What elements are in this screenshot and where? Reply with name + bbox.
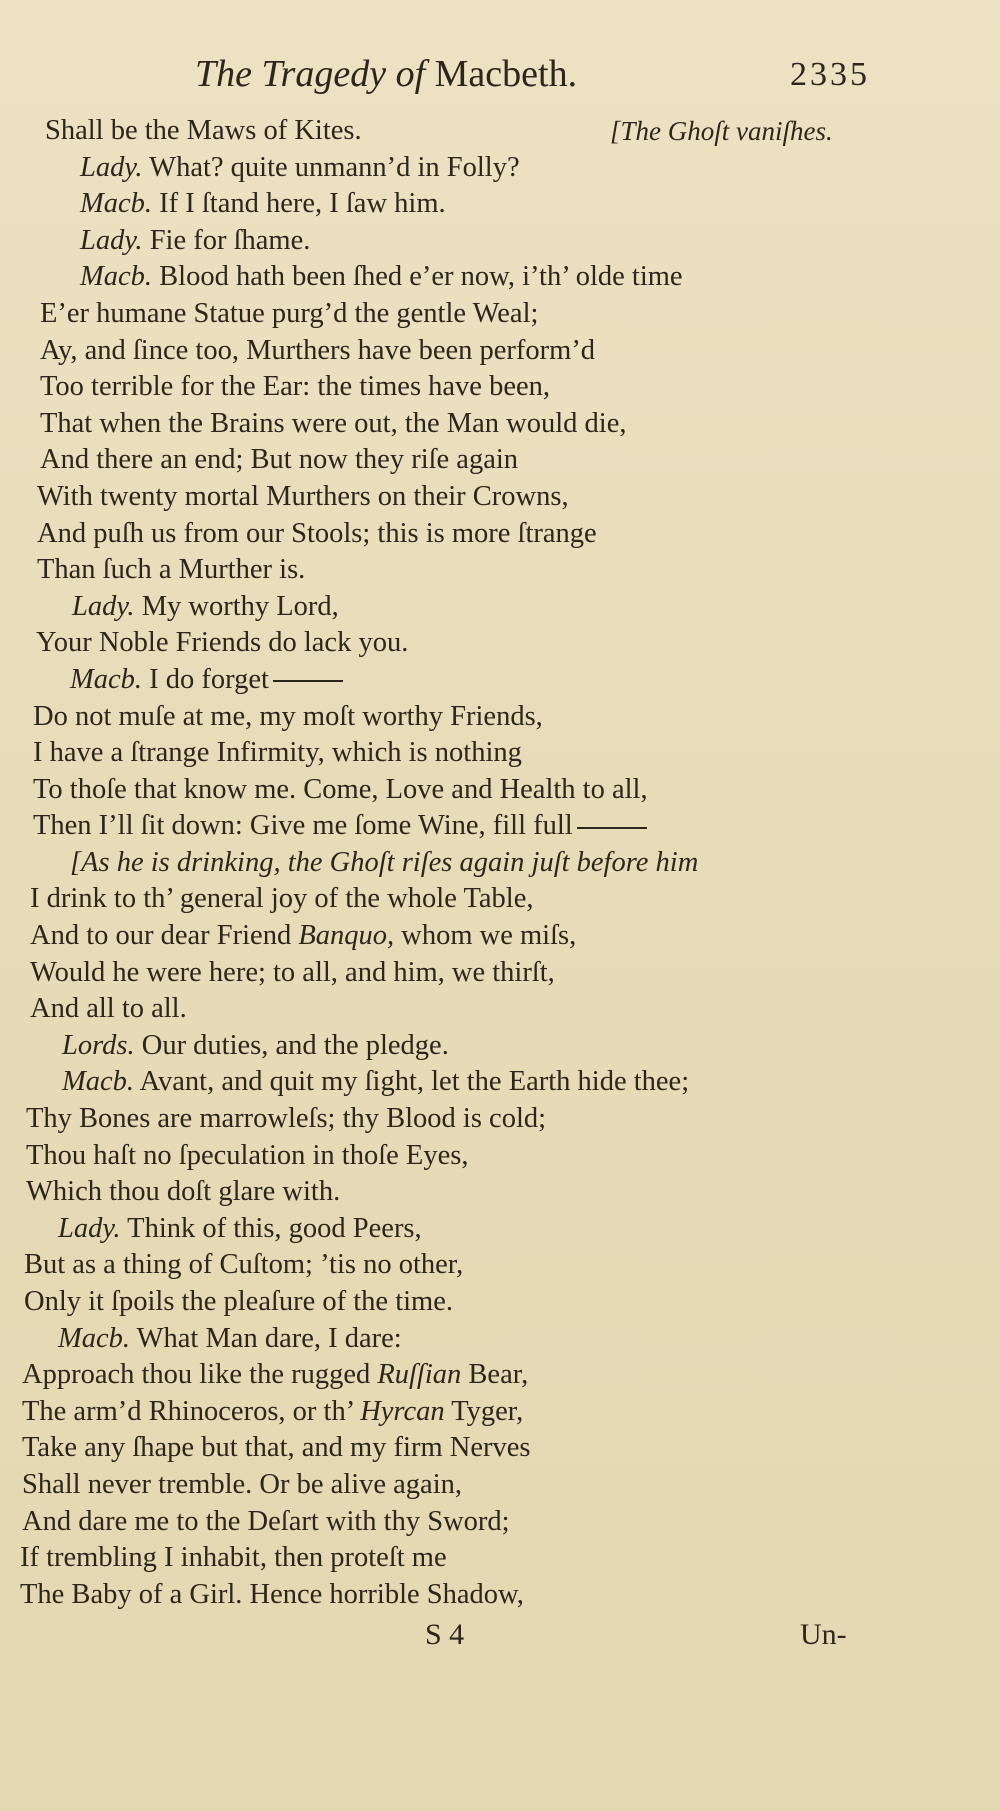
speaker-name: Lady. (80, 224, 143, 256)
text-line (0, 150, 1000, 187)
text-line (0, 442, 1000, 479)
line-text: What Man dare, I dare: (130, 1322, 402, 1354)
line-text: Think of this, good Peers, (120, 1212, 422, 1244)
em-dash-rule (273, 680, 343, 682)
speaker-name: Macb. (58, 1322, 131, 1354)
text-line (0, 1174, 1000, 1211)
text-line (0, 772, 1000, 809)
title-word-tragedy: Tragedy (261, 53, 387, 95)
line-text: Ay, and ſince too, Murthers have been perform’d (40, 334, 596, 366)
stage-direction: [The Ghoſt vaniſhes. (610, 116, 833, 146)
text-line (0, 662, 1000, 699)
italic-name: Ruſſian (377, 1359, 462, 1391)
line-text: The arm’d Rhinoceros, or th’ (22, 1395, 361, 1427)
text-line (0, 1430, 1000, 1467)
line-text: Too terrible for the Ear: the times have been, (40, 371, 551, 403)
italic-name: Banquo, (298, 920, 395, 952)
text-line (0, 1504, 1000, 1541)
text-line (0, 479, 1000, 516)
text-line (0, 186, 1000, 223)
title-word-of: of (395, 53, 426, 95)
line-text: Only it ſpoils the pleaſure of the time. (24, 1286, 453, 1317)
speaker-name: Macb. (80, 188, 153, 220)
speaker-name: Macb. (62, 1066, 135, 1098)
line-text: Then I’ll ſit down: Give me ſome Wine, fill full (33, 810, 573, 842)
text-line (0, 259, 1000, 296)
running-title (195, 52, 577, 96)
line-text-after: Bear, (461, 1359, 529, 1391)
line-text: Take any ſhape but that, and my firm Nerves (22, 1432, 531, 1464)
text-line (0, 845, 1000, 882)
title-word-the: The (195, 53, 252, 95)
text-line (0, 735, 1000, 772)
em-dash-rule (577, 827, 647, 829)
line-text: Thy Bones are marrowleſs; thy Blood is cold; (26, 1103, 547, 1135)
text-line (0, 1577, 1000, 1614)
line-text: That when the Brains were out, the Man would die, (40, 407, 627, 439)
line-text: But as a thing of Cuſtom; ’tis no other, (24, 1249, 464, 1281)
line-text: E’er humane Statue purg’d the gentle Weal; (40, 297, 539, 329)
text-line (0, 333, 1000, 370)
line-text: [As he is drinking, the Ghoſt riſes again juſt before him (70, 846, 699, 878)
speaker-name: Lady. (72, 590, 135, 622)
text-line (0, 589, 1000, 626)
line-text: If trembling I inhabit, then proteſt me (20, 1542, 447, 1574)
line-text: What? quite unmann’d in Folly? (142, 151, 520, 183)
page-number: 2335 (790, 56, 870, 93)
line-text: Thou haſt no ſpeculation in thoſe Eyes, (26, 1139, 469, 1171)
text-line (0, 1284, 1000, 1321)
line-text-after: Tyger, (444, 1395, 524, 1427)
text-line (0, 1101, 1000, 1138)
play-text (0, 113, 1000, 1613)
text-line (0, 1321, 1000, 1358)
line-text: And puſh us from our Stools; this is more ſtrange (37, 517, 597, 549)
line-text: If I ſtand here, I ſaw him. (152, 188, 446, 220)
italic-name: Hyrcan (360, 1395, 445, 1427)
line-text: And there an end; But now they riſe again (40, 444, 519, 476)
line-text: Your Noble Friends do lack you. (36, 627, 409, 659)
line-text: I do forget (142, 663, 269, 695)
text-line (0, 808, 1000, 845)
text-line (0, 113, 1000, 150)
signature-mark: S 4 (425, 1618, 465, 1651)
text-line (0, 1138, 1000, 1175)
text-line (0, 223, 1000, 260)
line-text: Blood hath been ſhed e’er now, i’th’ olde time (152, 261, 683, 293)
line-text: Which thou doſt glare with. (26, 1176, 341, 1208)
line-text: And dare me to the Deſart with thy Sword; (22, 1505, 510, 1537)
running-header (0, 52, 1000, 102)
text-line (0, 699, 1000, 736)
title-word-macbeth: Macbeth. (434, 53, 578, 95)
line-text: Our duties, and the pledge. (134, 1029, 449, 1061)
line-text: Approach thou like the rugged (22, 1359, 378, 1391)
text-line (0, 1247, 1000, 1284)
text-line (0, 552, 1000, 589)
line-text: The Baby of a Girl. Hence horrible Shadow, (20, 1578, 524, 1610)
line-text: My worthy Lord, (134, 590, 339, 622)
catchword: Un- (800, 1618, 847, 1651)
text-line (0, 1467, 1000, 1504)
line-text: Shall be the Maws of Kites. (45, 115, 362, 146)
line-text: And to our dear Friend (30, 920, 299, 952)
line-text: I drink to th’ general joy of the whole Table, (30, 883, 534, 915)
text-line (0, 296, 1000, 333)
speaker-name: Lady. (58, 1212, 121, 1244)
text-line (0, 625, 1000, 662)
text-line (0, 955, 1000, 992)
speaker-name: Lady. (80, 151, 143, 183)
line-text: Avant, and quit my ſight, let the Earth hide thee; (134, 1066, 690, 1098)
line-text-after: whom we miſs, (394, 920, 577, 952)
text-line (0, 881, 1000, 918)
speaker-name: Lords. (62, 1029, 135, 1061)
line-text: Do not muſe at me, my moſt worthy Friends, (33, 700, 543, 732)
line-text: I have a ſtrange Infirmity, which is nothing (33, 737, 522, 769)
speaker-name: Macb. (70, 663, 143, 695)
line-text: To thoſe that know me. Come, Love and Health to all, (33, 773, 648, 805)
line-text: And all to all. (30, 993, 187, 1025)
text-line (0, 1211, 1000, 1248)
line-text: Would he were here; to all, and him, we thirſt, (30, 956, 555, 988)
line-text: Shall never tremble. Or be alive again, (22, 1468, 462, 1500)
text-line (0, 1540, 1000, 1577)
text-line (0, 369, 1000, 406)
text-line (0, 1028, 1000, 1065)
line-text: With twenty mortal Murthers on their Crowns, (37, 480, 569, 512)
text-line (0, 1357, 1000, 1394)
text-line (0, 1394, 1000, 1431)
page-footer (0, 1618, 1000, 1658)
text-line (0, 991, 1000, 1028)
text-line (0, 1064, 1000, 1101)
text-line (0, 406, 1000, 443)
text-line (0, 516, 1000, 553)
speaker-name: Macb. (80, 261, 153, 293)
line-text: Fie for ſhame. (142, 224, 311, 256)
line-text: Than ſuch a Murther is. (37, 554, 306, 586)
text-line (0, 918, 1000, 955)
